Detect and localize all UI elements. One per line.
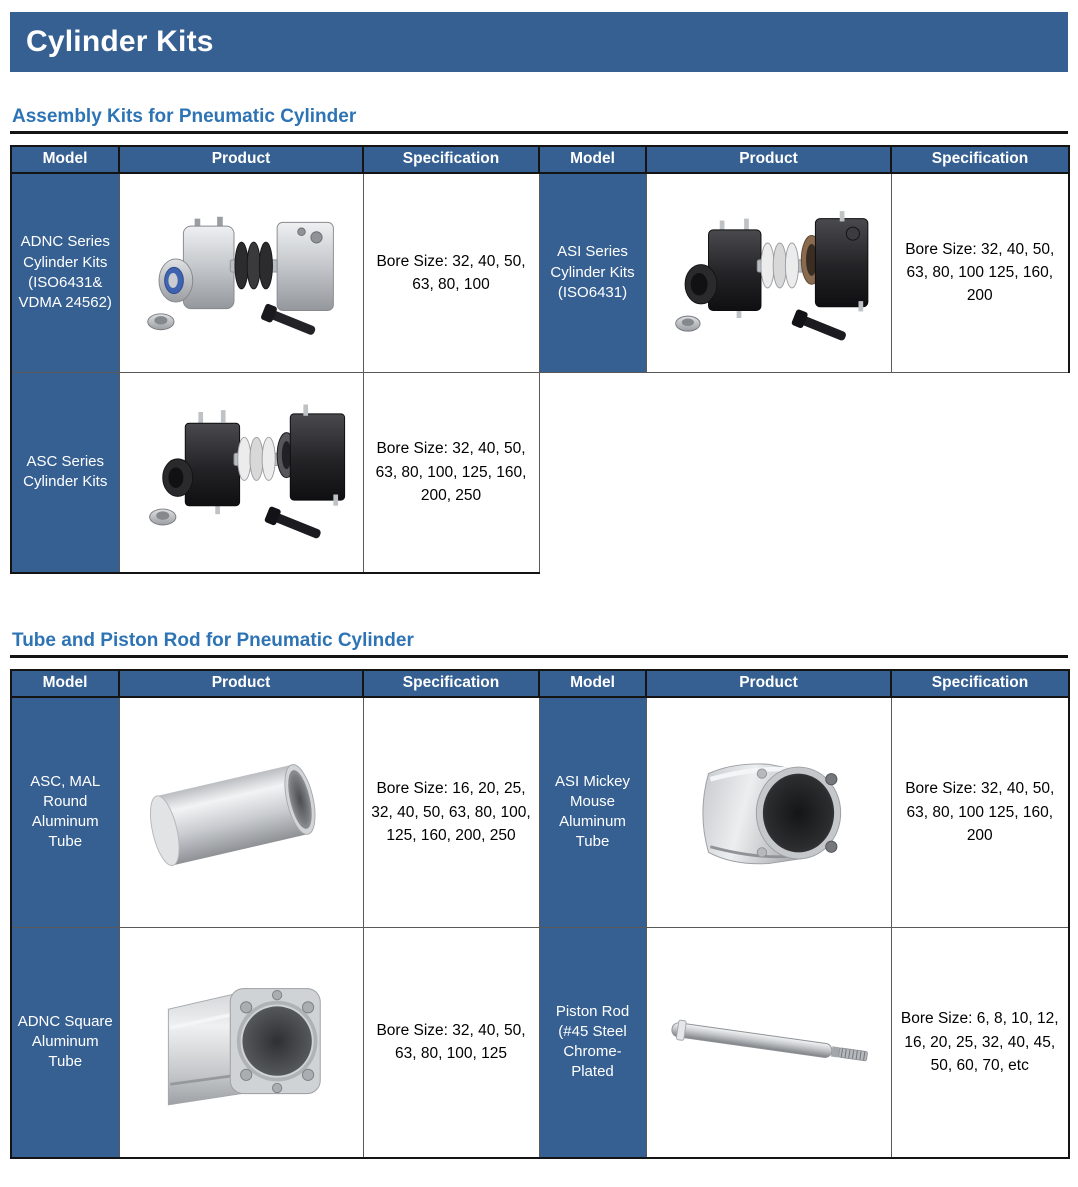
tube-piston-rod-table: [10, 669, 1070, 1159]
table-row: [11, 372, 1069, 573]
asi-series-cylinder-kit-photo: [649, 176, 889, 370]
product-cell: [119, 697, 363, 928]
product-cell: [646, 927, 891, 1158]
specification-cell: Bore Size: 16, 20, 25, 32, 40, 50, 63, 80, 100, 125, 160, 200, 250: [363, 697, 539, 928]
table-row: [11, 697, 1069, 928]
specification-cell: Bore Size: 32, 40, 50, 63, 80, 100: [363, 173, 539, 373]
empty-cell: [891, 372, 1069, 573]
column-header-product: Product: [119, 670, 363, 697]
section-heading-assembly-kits: Assembly Kits for Pneumatic Cylinder: [12, 106, 357, 127]
specification-cell: Bore Size: 6, 8, 10, 12, 16, 20, 25, 32, 40, 45, 50, 60, 70, etc: [891, 927, 1069, 1158]
model-cell: ASI Mickey Mouse Aluminum Tube: [539, 697, 646, 928]
specification-cell: Bore Size: 32, 40, 50, 63, 80, 100 125, 160, 200: [891, 173, 1069, 373]
table-row: [11, 173, 1069, 373]
column-header-specification: Specification: [891, 146, 1069, 173]
column-header-model: Model: [539, 670, 646, 697]
page-title: Cylinder Kits: [26, 25, 214, 58]
column-header-model: Model: [11, 146, 119, 173]
empty-cell: [539, 372, 646, 573]
model-cell: ASC, MAL Round Aluminum Tube: [11, 697, 119, 928]
square-aluminum-tube-photo: [122, 930, 361, 1155]
column-header-specification: Specification: [891, 670, 1069, 697]
product-cell: [119, 927, 363, 1158]
product-cell: [119, 173, 363, 373]
column-header-model: Model: [11, 670, 119, 697]
empty-cell: [646, 372, 891, 573]
mickey-mouse-aluminum-tube-photo: [649, 700, 889, 925]
column-header-product: Product: [646, 670, 891, 697]
piston-rod-photo: [649, 930, 889, 1155]
product-cell: [646, 173, 891, 373]
round-aluminum-tube-photo: [122, 700, 361, 925]
model-cell: ASC Series Cylinder Kits: [11, 372, 119, 573]
product-cell: [119, 372, 363, 573]
column-header-model: Model: [539, 146, 646, 173]
specification-cell: Bore Size: 32, 40, 50, 63, 80, 100, 125: [363, 927, 539, 1158]
section-rule: [10, 131, 1068, 134]
page-title-banner: [10, 12, 1068, 72]
adnc-series-cylinder-kit-photo: [122, 176, 361, 370]
model-cell: ADNC Square Aluminum Tube: [11, 927, 119, 1158]
section-heading-tube-piston-rod: Tube and Piston Rod for Pneumatic Cylinder: [12, 629, 414, 651]
column-header-product: Product: [646, 146, 891, 173]
column-header-specification: Specification: [363, 146, 539, 173]
column-header-specification: Specification: [363, 670, 539, 697]
specification-cell: Bore Size: 32, 40, 50, 63, 80, 100, 125, 160, 200, 250: [363, 372, 539, 573]
specification-cell: Bore Size: 32, 40, 50, 63, 80, 100 125, 160, 200: [891, 697, 1069, 928]
model-cell: ASI Series Cylinder Kits (ISO6431): [539, 173, 646, 373]
assembly-kits-table: [10, 145, 1070, 574]
column-header-product: Product: [119, 146, 363, 173]
table-header-row: [11, 670, 1069, 697]
model-cell: Piston Rod (#45 Steel Chrome-Plated: [539, 927, 646, 1158]
section-rule: [10, 655, 1068, 658]
table-row: [11, 927, 1069, 1158]
product-cell: [646, 697, 891, 928]
asc-series-cylinder-kit-photo: [122, 375, 361, 570]
table-header-row: [11, 146, 1069, 173]
model-cell: ADNC Series Cylinder Kits (ISO6431& VDMA 24562): [11, 173, 119, 373]
